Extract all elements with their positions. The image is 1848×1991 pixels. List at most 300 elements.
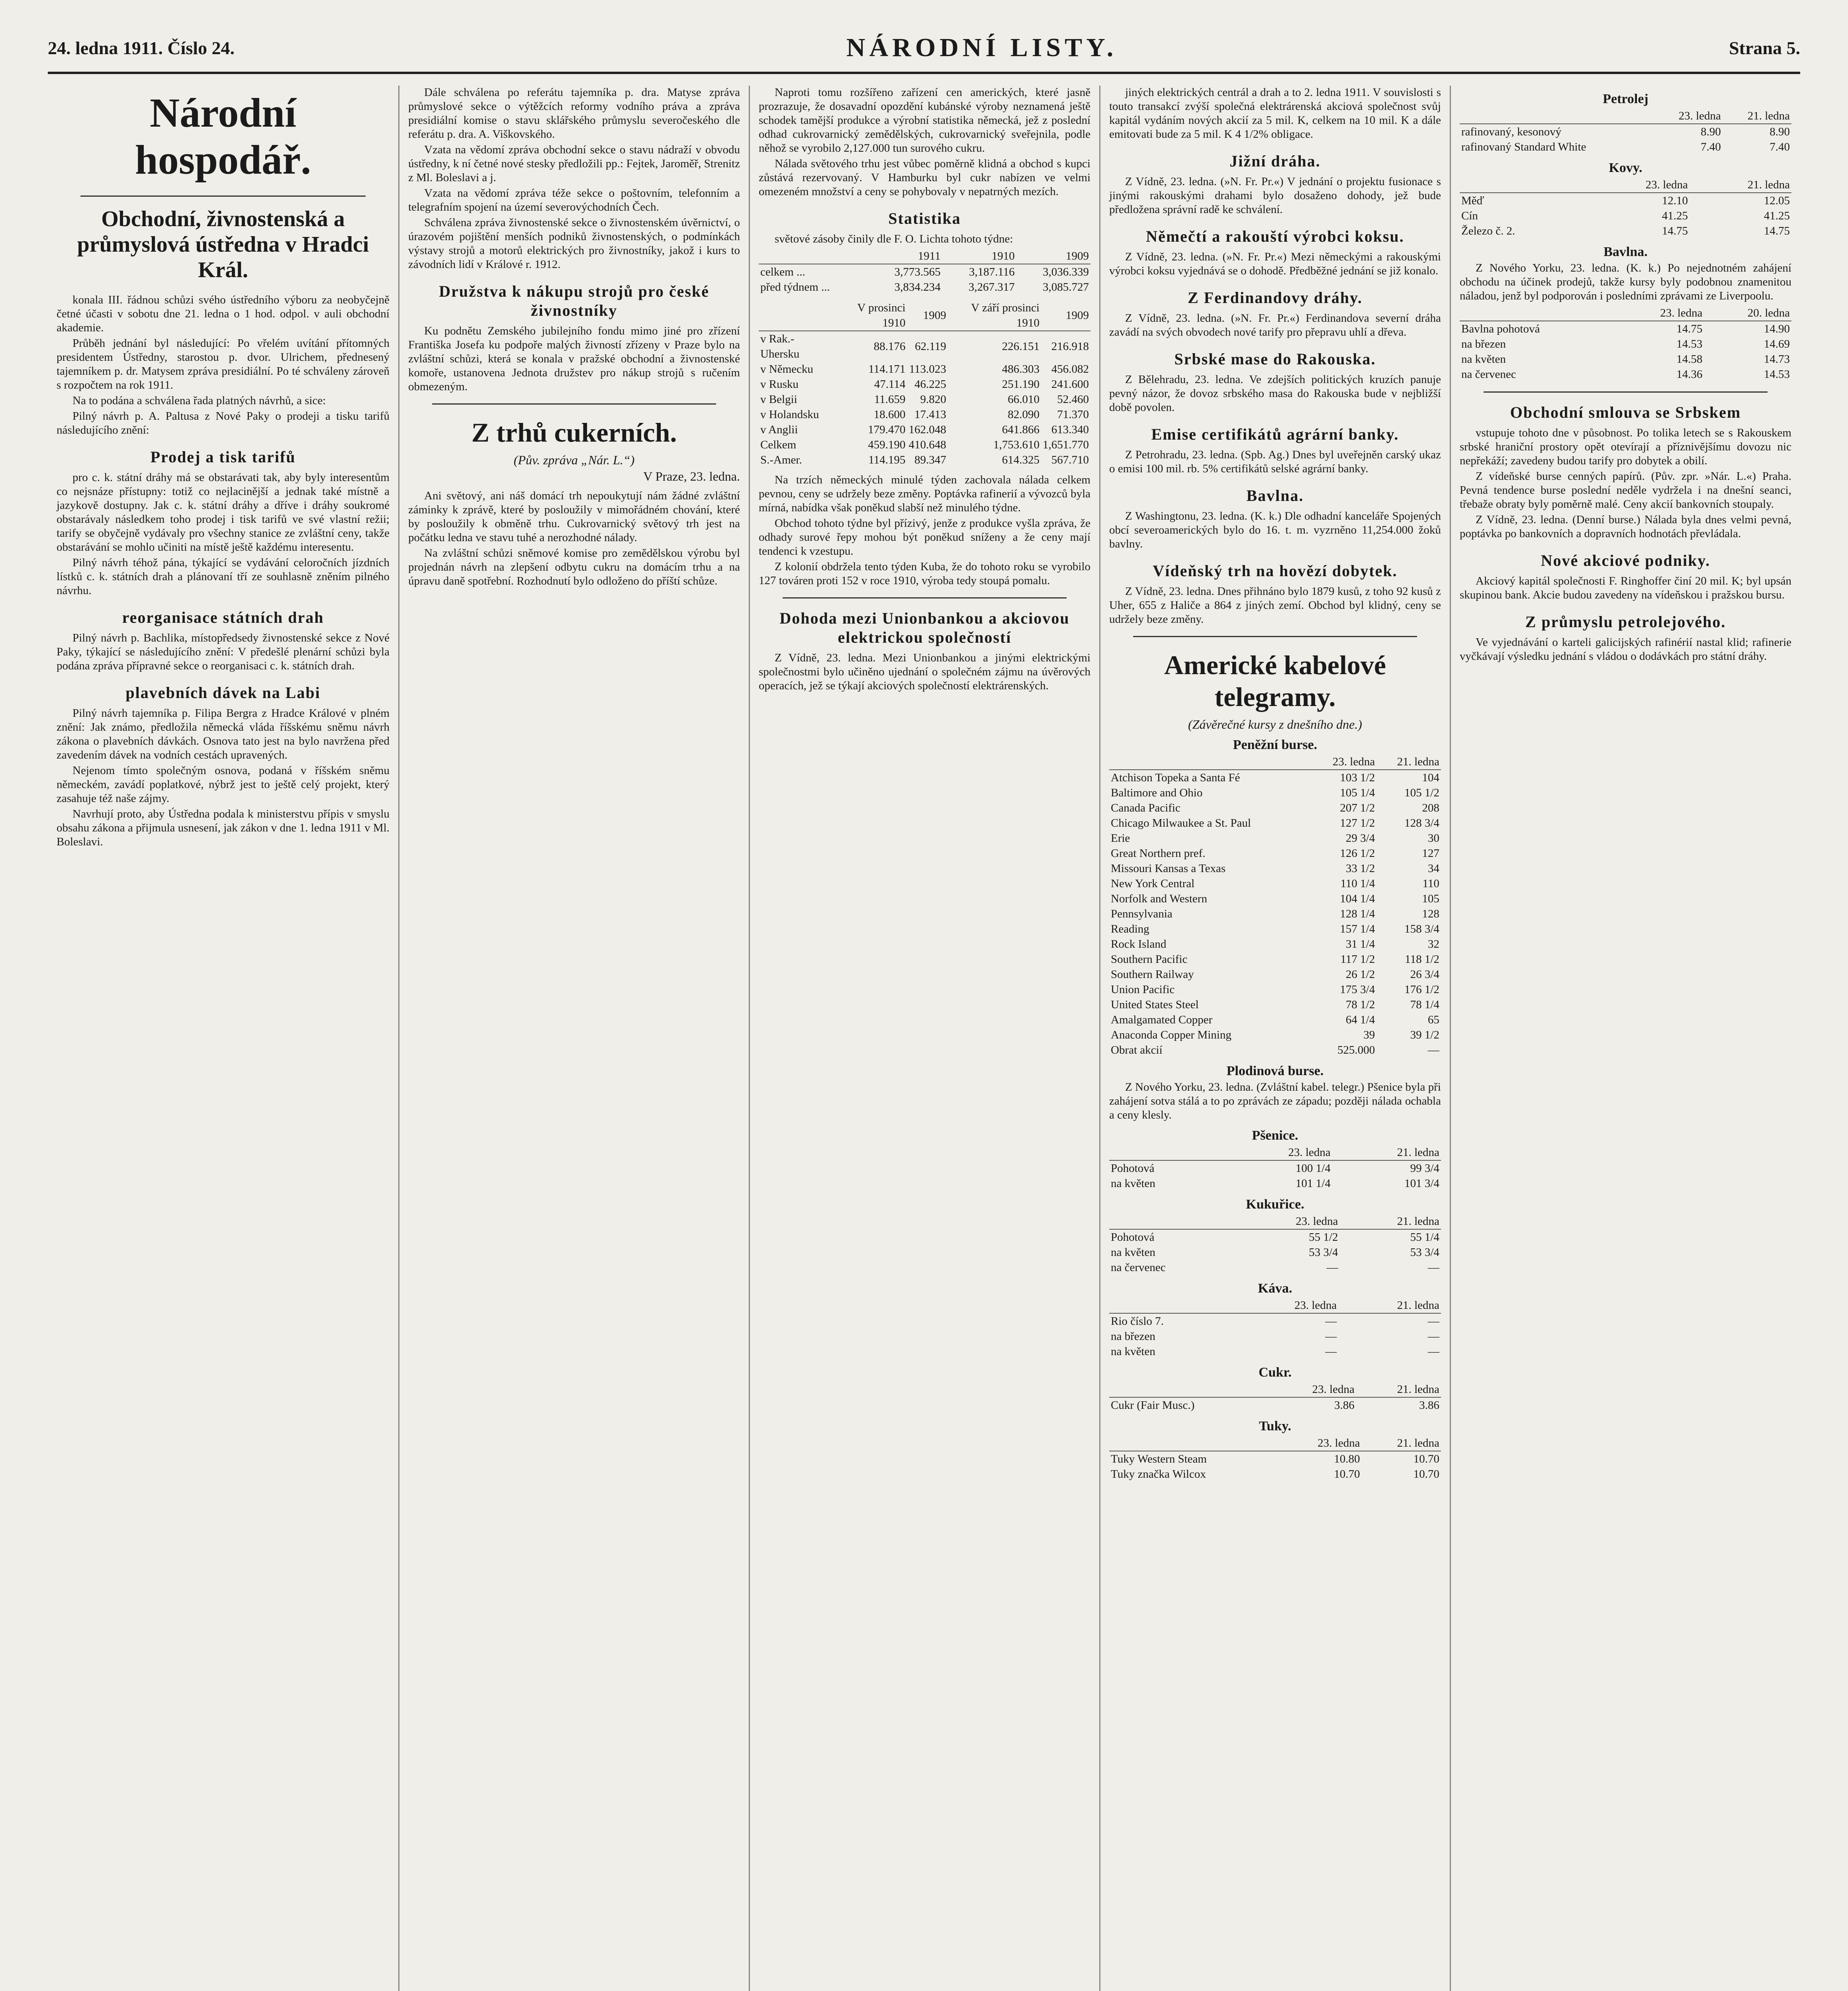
table-cell: 55 1/2: [1309, 1231, 1338, 1244]
table-row: [1460, 321, 1791, 336]
table-cell: 10.70: [1413, 1468, 1439, 1481]
subheading: Nové akciové podniky.: [1541, 552, 1711, 569]
article-paragraph: pro c. k. státní dráhy má se obstarávati tak, aby byly interesentům co nejsnáze přístupny: totiž co nejlacinější a jednak také místně a jazykově dostupny. Jak c. k. státní dráhy a dříve i dráhy soukromé obstarávaly následkem toho prodej i tisk tarifů ve své vlastní režii; tarify se obyčejně vydávaly pro všechny stanice ze zvláštní ceny, takže obstarávání se mohlo učiniti na místě ještě každému interesentu.: [57, 471, 390, 553]
table-row: [1460, 208, 1791, 223]
table-cell: 41.25: [1764, 209, 1790, 222]
table-header-cell: 1911: [868, 248, 942, 264]
table-cell: 117 1/2: [1340, 953, 1375, 966]
article-paragraph: Naproti tomu rozšířeno zařízení cen amerických, které jasně prozrazuje, že dosavadní opozdění kubánské výroby neznamená ještě schodek tamější produkce a výrobní statistika německá, jež z poslední odhad cukrovarnický zemědělských, cukrovarnický sveřejnila, podle něhož se vyrobilo 2,127.000 tun surového cukru.: [759, 86, 1090, 155]
table-header-row: [759, 300, 1090, 331]
table-row: [1109, 1467, 1441, 1482]
table-cell: —: [1428, 1044, 1439, 1056]
subheading: Kovy.: [1609, 160, 1642, 175]
table-header-cell: 23. ledna: [1654, 108, 1723, 124]
table-cell: 89.347: [914, 454, 946, 466]
subheading: Němečtí a rakouští výrobci koksu.: [1146, 227, 1404, 245]
table-cell: Obrat akcií: [1111, 1044, 1163, 1056]
article-paragraph: Z Nového Yorku, 23. ledna. (K. k.) Po nejednotném zahájení obchodu na účinek prodejů, takže kursy byly podobnou znamenitou náladou, jenž byl podporován i posledními zprávami ze Liverpoolu.: [1460, 262, 1791, 302]
table-cell: na červenec: [1461, 368, 1516, 381]
table-cell: 105: [1422, 892, 1439, 905]
section-title: Národní hospodář.: [135, 90, 311, 183]
table-cell: 459.190: [868, 438, 906, 451]
article-paragraph: Na trzích německých minulé týden zachovala nálada celkem pevnou, ceny se udržely beze změny. Poptávka rafinerií a vývozců byla mírná, nabídka však poněkud slabší než minulého týdne.: [759, 473, 1090, 514]
table-header-cell: [759, 248, 868, 264]
table-header-cell: 21. ledna: [1338, 1298, 1441, 1313]
table-row: [1109, 800, 1441, 816]
table-header-cell: [1460, 108, 1654, 124]
table-cell: 12.10: [1662, 194, 1688, 207]
subheading: plavebních dávek na Labi: [125, 684, 321, 702]
table-header-cell: 21. ledna: [1376, 754, 1441, 770]
divider: [80, 196, 366, 197]
divider: [1133, 636, 1417, 637]
table-cell: 114.171: [868, 363, 906, 376]
columns: [48, 86, 1800, 1991]
stock-by-country-table: [759, 300, 1090, 467]
table-cell: 251.190: [1002, 378, 1040, 391]
table-cell: —: [1325, 1315, 1337, 1328]
table-header-cell: 21. ledna: [1689, 177, 1791, 193]
table-cell: Pennsylvania: [1111, 907, 1173, 920]
table-row: [1460, 352, 1791, 367]
subheading: Pšenice.: [1252, 1128, 1298, 1143]
table-header-cell: 20. ledna: [1704, 305, 1791, 321]
table-header-cell: 21. ledna: [1723, 108, 1791, 124]
subheading: Jižní dráha.: [1229, 152, 1321, 170]
table-cell: —: [1325, 1345, 1337, 1358]
table-header-cell: [1109, 1382, 1271, 1397]
table-cell: na červenec: [1111, 1261, 1166, 1274]
subheading: Plodinová burse.: [1226, 1064, 1324, 1078]
table-cell: 567.710: [1051, 454, 1089, 466]
table-cell: 3.86: [1419, 1399, 1439, 1412]
lard-table: [1109, 1436, 1441, 1482]
table-header-row: [1109, 1214, 1441, 1229]
table-cell: 11.659: [874, 393, 906, 406]
table-cell: 3,085.727: [1043, 281, 1089, 293]
article-paragraph: Ani světový, ani náš domácí trh nepoukytují nám žádné zvláštní záminky k zprávě, které by posloužily v mimořádném chování, které by posloužily k obměně trhu. Cukrovarnický světový trh jest na počátku ledna ve stavu tuhé a nerozhodné nálady.: [408, 489, 740, 544]
table-row: [1460, 223, 1791, 239]
table-cell: 456.082: [1051, 363, 1089, 376]
table-cell: 486.303: [1002, 363, 1040, 376]
article-paragraph: světové zásoby činily dle F. O. Lichta tohoto týdne:: [775, 233, 1013, 245]
column-1: [48, 86, 398, 1991]
subheading: Prodej a tisk tarifů: [150, 448, 296, 466]
table-row: [759, 437, 1090, 452]
table-cell: 1,753.610: [993, 438, 1040, 451]
table-row: [759, 422, 1090, 437]
article-paragraph: konala III. řádnou schůzi svého ústředního výboru za neobyčejně četné účasti v sobotu dne 21. ledna o 1 hod. odpol. v auli obchodní akademie.: [57, 293, 390, 334]
table-cell: Cukr (Fair Musc.): [1111, 1399, 1195, 1412]
table-cell: —: [1428, 1315, 1439, 1328]
table-cell: Celkem: [760, 438, 797, 451]
article-paragraph: Ve vyjednávání o karteli galicijských rafinérií nastal klid; rafinerie vyčkávají výsledku jednání s vládou o dodávkách pro státní dráhy.: [1460, 636, 1791, 663]
table-cell: Železo č. 2.: [1461, 225, 1515, 237]
table-cell: 3,773.565: [894, 266, 941, 278]
table-cell: 3,834.234: [894, 281, 941, 293]
table-cell: 71.370: [1057, 408, 1089, 421]
article-title: Obchodní, živnostenská a průmyslová ústředna v Hradci Král.: [77, 207, 369, 282]
page-number: Strana 5.: [1729, 37, 1800, 58]
table-cell: 64 1/4: [1345, 1013, 1375, 1026]
table-cell: 82.090: [1008, 408, 1040, 421]
table-row: [1109, 1344, 1441, 1359]
divider: [783, 597, 1067, 598]
table-header-cell: 23. ledna: [1238, 1214, 1339, 1229]
table-cell: 179.470: [868, 423, 906, 436]
table-cell: 614.325: [1002, 454, 1040, 466]
table-cell: 12.05: [1764, 194, 1790, 207]
table-cell: Union Pacific: [1111, 983, 1175, 996]
table-cell: 226.151: [1002, 340, 1040, 353]
table-row: [1109, 1027, 1441, 1042]
table-cell: 14.90: [1764, 323, 1790, 335]
table-row: [759, 377, 1090, 392]
table-cell: v Anglii: [760, 423, 798, 436]
table-cell: 105 1/2: [1404, 786, 1439, 799]
table-row: [759, 362, 1090, 377]
article-paragraph: Vzata na vědomí zpráva obchodní sekce o stavu nádraží v obvodu ústředny, k ní četné nové stesky předložili pp.: Fejtek, Jaroměř, Strenitz z Ml. Boleslavi a j.: [408, 143, 740, 184]
subheading: Srbské mase do Rakouska.: [1174, 350, 1376, 368]
table-cell: 46.225: [914, 378, 946, 391]
subheading: Tuky.: [1259, 1419, 1291, 1434]
article-paragraph: Pilný návrh p. A. Paltusa z Nové Paky o prodeji a tisku tarifů následujícího znění:: [57, 410, 390, 436]
table-row: [1109, 937, 1441, 952]
table-cell: na květen: [1111, 1177, 1155, 1190]
table-cell: 241.600: [1051, 378, 1089, 391]
article-paragraph: Z Vídně, 23. ledna. Mezi Unionbankou a jinými elektrickými společnostmi bylo učiněno ujednání o společném zájmu na úvěrových operacích, jež se týkají akciových společností elektrárenských.: [759, 651, 1090, 692]
table-cell: 3,267.317: [968, 281, 1015, 293]
table-cell: 8.90: [1770, 125, 1790, 138]
table-cell: Atchison Topeka a Santa Fé: [1111, 771, 1240, 784]
table-cell: Tuky Western Steam: [1111, 1453, 1207, 1465]
table-header-row: [1109, 1298, 1441, 1313]
coffee-table: [1109, 1298, 1441, 1359]
article-paragraph: Průběh jednání byl následující: Po vřelém uvítání přítomných presidentem Ústředny, starostou p. dvor. Ulrichem, přednesený tajemníkem p. dr. Matysem zpráva presidiální. Po té schváleny zároveň s rozpočtem na rok 1911.: [57, 337, 390, 391]
subheading: Bavlna.: [1246, 487, 1304, 505]
article-paragraph: Na zvláštní schůzi sněmové komise pro zemědělskou výrobu byl projednán návrh na zlepšení odbytu cukru na domácím trhu a na úpravu daně spotřební. Rozhodnutí bylo odloženo do příští schůze.: [408, 547, 740, 587]
table-cell: v Belgii: [760, 393, 797, 406]
table-cell: —: [1428, 1330, 1439, 1343]
article-paragraph: Z Vídně, 23. ledna. (»N. Fr. Pr.«) V jednání o projektu fusionace s jinými rakouskými drahami bylo dosaženo dohody, jež bude předložena správní radě ke schválení.: [1109, 175, 1441, 216]
table-header-cell: 23. ledna: [1236, 1298, 1339, 1313]
table-header-cell: 21. ledna: [1356, 1382, 1441, 1397]
subheading: Káva.: [1258, 1281, 1292, 1296]
table-header-row: [1460, 108, 1791, 124]
table-cell: Norfolk and Western: [1111, 892, 1207, 905]
table-cell: New York Central: [1111, 877, 1195, 890]
table-header-row: [1460, 177, 1791, 193]
subheading: Kukuřice.: [1246, 1197, 1304, 1212]
table-header-cell: 1910: [942, 248, 1016, 264]
subheading: Statistika: [888, 209, 961, 227]
article-paragraph: Z kolonií obdržela tento týden Kuba, že do tohoto roku se vyrobilo 127 továren proti 152 v roce 1910, výroba tedy stoupá pomalu.: [759, 560, 1090, 587]
table-cell: 126 1/2: [1340, 847, 1375, 860]
table-row: [1109, 831, 1441, 846]
table-cell: 128 1/4: [1340, 907, 1375, 920]
table-cell: 10.70: [1334, 1468, 1360, 1481]
subheading: Dohoda mezi Unionbankou a akciovou elektrickou společností: [779, 609, 1070, 646]
table-cell: 66.010: [1008, 393, 1040, 406]
subheading: Petrolej: [1603, 92, 1648, 106]
table-row: [1109, 1176, 1441, 1191]
issue-date: 24. ledna 1911. Číslo 24.: [48, 37, 235, 58]
table-cell: 62.119: [915, 340, 946, 353]
table-cell: —: [1326, 1261, 1338, 1274]
table-cell: 53 3/4: [1410, 1246, 1439, 1259]
table-header-row: [759, 248, 1090, 264]
table-cell: 7.40: [1701, 141, 1721, 153]
article-paragraph: Dále schválena po referátu tajemníka p. dra. Matyse zpráva průmyslové sekce o výtěžcích reformy vodního práva a zpráva presidiální komise o stavu sklářského průmyslu severočeského dle referátu p. dra. A. Viškovského.: [408, 86, 740, 141]
table-header-row: [1109, 1382, 1441, 1397]
table-cell: 18.600: [873, 408, 906, 421]
table-cell: na květen: [1111, 1246, 1155, 1259]
table-cell: S.-Amer.: [760, 454, 802, 466]
table-cell: 14.73: [1764, 353, 1790, 366]
stock-total-table: [759, 248, 1090, 295]
column-2: [398, 86, 749, 1991]
table-cell: Cín: [1461, 209, 1478, 222]
divider: [1484, 391, 1768, 393]
table-cell: 158 3/4: [1404, 923, 1439, 935]
table-cell: Anaconda Copper Mining: [1111, 1029, 1231, 1041]
table-cell: —: [1428, 1261, 1439, 1274]
sugar-table: [1109, 1382, 1441, 1413]
table-cell: 104 1/4: [1340, 892, 1375, 905]
table-row: [1109, 1260, 1441, 1275]
table-header-row: [1109, 1145, 1441, 1160]
table-row: [1109, 952, 1441, 967]
table-cell: 55 1/4: [1410, 1231, 1439, 1244]
table-header-cell: 1909: [1016, 248, 1090, 264]
table-row: [1109, 1451, 1441, 1467]
table-row: [759, 264, 1090, 280]
table-cell: 641.866: [1002, 423, 1040, 436]
table-row: [1109, 891, 1441, 906]
table-cell: 101 1/4: [1295, 1177, 1331, 1190]
table-header-cell: 23. ledna: [1312, 754, 1376, 770]
article-title: Z trhů cukerních.: [471, 417, 677, 448]
table-cell: 127 1/2: [1340, 817, 1375, 829]
table-cell: 216.918: [1051, 340, 1089, 353]
table-cell: 32: [1428, 938, 1439, 951]
article-paragraph: Z vídeňské burse cenných papírů. (Pův. zpr. »Nár. L.«) Praha. Pevná tendence burse poslední neděle vydržela i na dnešní seanci, třebaže obraty byly poměrně malé. Ceny akcií bankovních stoupaly.: [1460, 470, 1791, 510]
table-header-cell: [1109, 1214, 1238, 1229]
table-cell: 110 1/4: [1340, 877, 1375, 890]
table-row: [759, 392, 1090, 407]
table-header-cell: 23. ledna: [1617, 305, 1704, 321]
subheading: Obchodní smlouva se Srbskem: [1510, 403, 1741, 421]
article-paragraph: Schválena zpráva živnostenské sekce o živnostenském úvěrnictví, o úrazovém pojištění menších podniků živnostenských, o podmínkách výstavy strojů a motorů elektrických pro živnostníky, jakož i kurs to závodních lidí v Králové r. 1912.: [408, 216, 740, 271]
table-row: [1109, 1329, 1441, 1344]
table-cell: 3,036.339: [1043, 266, 1089, 278]
table-cell: v Rusku: [760, 378, 799, 391]
table-cell: 113.023: [909, 363, 946, 376]
table-cell: 29 3/4: [1345, 832, 1375, 845]
table-cell: rafinovaný, kesonový: [1461, 125, 1562, 138]
table-cell: Great Northern pref.: [1111, 847, 1206, 860]
table-cell: 10.80: [1334, 1453, 1360, 1465]
table-cell: 53 3/4: [1309, 1246, 1338, 1259]
table-cell: Missouri Kansas a Texas: [1111, 862, 1226, 875]
table-header-cell: V září prosinci 1910: [948, 300, 1041, 331]
table-cell: 17.413: [914, 408, 946, 421]
table-cell: 39: [1363, 1029, 1375, 1041]
table-row: [759, 452, 1090, 467]
table-cell: 128: [1422, 907, 1439, 920]
table-cell: celkem ...: [760, 266, 805, 278]
table-row: [1109, 1313, 1441, 1329]
subheading: Bavlna.: [1603, 244, 1648, 259]
table-cell: —: [1428, 1345, 1439, 1358]
dateline: V Praze, 23. ledna.: [643, 469, 740, 483]
stock-quotes-table: [1109, 754, 1441, 1058]
corn-table: [1109, 1214, 1441, 1275]
table-cell: Rock Island: [1111, 938, 1167, 951]
table-row: [1109, 846, 1441, 861]
table-cell: 78 1/4: [1410, 998, 1439, 1011]
subheading: Cukr.: [1259, 1365, 1292, 1380]
table-row: [1109, 1397, 1441, 1413]
table-cell: 88.176: [873, 340, 906, 353]
table-cell: 78 1/2: [1345, 998, 1375, 1011]
article-paragraph: Z Vídně, 23. ledna. (»N. Fr. Pr.«) Mezi německými a rakouskými výrobci koksu vyjednává se o dohodě. Předběžné jednání se již konalo.: [1109, 250, 1441, 277]
cotton-table: [1460, 305, 1791, 382]
article-paragraph: Z Vídně, 23. ledna. (»N. Fr. Pr.«) Ferdinandova severní dráha zavádí na svých obvodech nové tarify pro přepravu uhlí a dřeva.: [1109, 312, 1441, 338]
table-header-cell: 21. ledna: [1340, 1214, 1441, 1229]
article-paragraph: Z Vídně, 23. ledna. Dnes přihnáno bylo 1879 kusů, z toho 92 kusů z Uher, 655 z Haliče a 864 z jiných zemí. Obchod byl klidný, ceny se udržely beze změny.: [1109, 585, 1441, 626]
table-row: [1460, 139, 1791, 155]
table-row: [1109, 816, 1441, 831]
table-cell: 14.36: [1676, 368, 1703, 381]
table-row: [1460, 367, 1791, 382]
table-cell: 99 3/4: [1410, 1162, 1439, 1175]
table-header-cell: [1109, 1145, 1224, 1160]
table-cell: 613.340: [1051, 423, 1089, 436]
article-paragraph: Z Washingtonu, 23. ledna. (K. k.) Dle odhadní kanceláře Spojených obcí severoamerických bylo do 16. t. m. vyzrněno 11,254.000 žoků bavlny.: [1109, 510, 1441, 550]
article-paragraph: Ku podnětu Zemského jubilejního fondu mimo jiné pro zřízení Františka Josefa ku podpoře malých živností zřízeny v Praze bylo na zvláštní schůzi, která se konala v pražské obchodní a živnostenské komoře, ustanovena Jednota družstev pro nákup strojů s ručením obmezeným.: [408, 325, 740, 393]
article-source: (Závěrečné kursy z dnešního dne.): [1188, 717, 1362, 731]
subheading: Z průmyslu petrolejového.: [1525, 613, 1726, 631]
table-cell: 1,651.770: [1043, 438, 1089, 451]
page-header: [48, 24, 1800, 74]
table-header-row: [1460, 305, 1791, 321]
table-cell: 128 3/4: [1404, 817, 1439, 829]
table-cell: 52.460: [1057, 393, 1089, 406]
table-cell: Bavlna pohotová: [1461, 323, 1540, 335]
table-cell: Southern Pacific: [1111, 953, 1188, 966]
table-cell: 30: [1428, 832, 1439, 845]
table-header-cell: 23. ledna: [1224, 1145, 1332, 1160]
table-cell: 101 3/4: [1404, 1177, 1439, 1190]
table-cell: 114.195: [868, 454, 906, 466]
table-row: [1109, 876, 1441, 891]
table-header-cell: 1909: [1041, 300, 1090, 331]
newspaper-title: NÁRODNÍ LISTY.: [846, 33, 1118, 62]
table-row: [759, 280, 1090, 295]
table-cell: 157 1/4: [1340, 923, 1375, 935]
table-cell: 14.75: [1662, 225, 1688, 237]
table-cell: 10.70: [1413, 1453, 1439, 1465]
table-header-cell: [759, 300, 833, 331]
table-header-cell: [1460, 177, 1588, 193]
subheading: Vídeňský trh na hovězí dobytek.: [1153, 562, 1398, 580]
table-header-cell: 23. ledna: [1282, 1436, 1361, 1451]
article-paragraph: Obchod tohoto týdne byl přízivý, jenže z produkce vyšla zpráva, že odhady surové řepy mohou být poněkud sníženy a že ceny mají tendenci k vzestupu.: [759, 517, 1090, 557]
table-cell: Erie: [1111, 832, 1130, 845]
article-paragraph: Nejenom tímto společným osnova, podaná v říšském sněmu německém, zavádí poplatkové, nýbrž jest to ještě celý projekt, který zasahuje též naše zájmy.: [57, 764, 390, 805]
table-cell: Amalgamated Copper: [1111, 1013, 1213, 1026]
subheading: Emise certifikátů agrární banky.: [1151, 425, 1399, 443]
table-cell: 41.25: [1662, 209, 1688, 222]
subheading: reorganisace státních drah: [122, 608, 324, 626]
column-4: [1099, 86, 1450, 1991]
table-cell: Tuky značka Wilcox: [1111, 1468, 1206, 1481]
table-cell: 3,187.116: [969, 266, 1015, 278]
table-cell: 207 1/2: [1340, 802, 1375, 814]
table-row: [1109, 861, 1441, 876]
table-header-cell: [1109, 1436, 1282, 1451]
table-cell: 9.820: [920, 393, 946, 406]
wheat-table: [1109, 1145, 1441, 1191]
table-row: [1109, 1012, 1441, 1027]
table-cell: 104: [1422, 771, 1439, 784]
table-cell: 39 1/2: [1410, 1029, 1439, 1041]
table-cell: 208: [1422, 802, 1439, 814]
metals-table: [1460, 177, 1791, 239]
article-paragraph: Z Vídně, 23. ledna. (Denní burse.) Nálada byla dnes velmi pevná, poptávka po bankovních a dopravních hodnotách převládala.: [1460, 513, 1791, 540]
table-cell: 176 1/2: [1404, 983, 1439, 996]
article-paragraph: jiných elektrických centrál a drah a to 2. ledna 1911. V souvislosti s touto transakcí zvýší společná elektrárenská akciová společnost svůj kapitál vydáním nových akcií za 5 mil. K, celkem na 10 mil. K a dále emitovati bude za 5 mil. K 4 1/2% obligace.: [1109, 86, 1441, 141]
table-cell: Rio číslo 7.: [1111, 1315, 1164, 1328]
table-cell: Southern Railway: [1111, 968, 1194, 981]
table-cell: v Rak.-Uhersku: [760, 332, 800, 360]
table-row: [1109, 1042, 1441, 1058]
table-cell: 26 3/4: [1410, 968, 1439, 981]
table-cell: 8.90: [1701, 125, 1721, 138]
table-row: [1460, 193, 1791, 208]
table-cell: 14.53: [1676, 338, 1703, 350]
table-cell: Chicago Milwaukee a St. Paul: [1111, 817, 1251, 829]
article-paragraph: Pilný návrh p. Bachlika, místopředsedy živnostenské sekce z Nové Paky, týkající se následujícího znění: V předešlé plenární schůzi byla podána zpráva přípravné sekce o reorganisaci c. k. státních drah.: [57, 632, 390, 672]
table-header-row: [1109, 1436, 1441, 1451]
table-cell: Pohotová: [1111, 1162, 1155, 1175]
subheading: Družstva k nákupu strojů pro české živnostníky: [439, 282, 709, 319]
table-cell: na květen: [1461, 353, 1506, 366]
table-cell: 100 1/4: [1295, 1162, 1331, 1175]
article-paragraph: Nálada světového trhu jest vůbec poměrně klidná a obchod s kupci zůstává rezervovaný. V Hamburku byl cukr nabízen ve velmi omezeném množství a ceny se pohybovaly v nepatrných mezích.: [759, 157, 1090, 198]
table-cell: Pohotová: [1111, 1231, 1155, 1244]
article-source: (Pův. zpráva „Nár. L.“): [513, 453, 635, 467]
table-header-cell: [1109, 1298, 1236, 1313]
table-cell: před týdnem ...: [760, 281, 830, 293]
article-paragraph: Pilný návrh tajemníka p. Filipa Bergra z Hradce Králové v plném znění: Jak známo, předložila německá vláda říšskému sněmu návrh zákona o plavebních dávkách. Osnova tato jest na bylo navržena před zavedením dávek na vodních cestách upravených.: [57, 707, 390, 761]
table-cell: 14.53: [1764, 368, 1790, 381]
table-header-cell: [1109, 754, 1312, 770]
article-paragraph: vstupuje tohoto dne v působnost. Po tolika letech se s Rakouskem srbské hraniční prostory opět otevírají a příznivějšímu dovozu nic nepřekáží; zavedeny budou tarify pro dobytek a obilí.: [1460, 426, 1791, 467]
table-cell: 103 1/2: [1340, 771, 1375, 784]
table-row: [1109, 1245, 1441, 1260]
table-header-cell: 23. ledna: [1271, 1382, 1356, 1397]
table-cell: 175 3/4: [1340, 983, 1375, 996]
table-row: [1460, 124, 1791, 139]
article-paragraph: Navrhují proto, aby Ústředna podala k ministerstvu přípis v smyslu obsahu zákona a přijmula usnesení, jak zákon v dne 1. ledna 1911 v Ml. Boleslavi.: [57, 808, 390, 848]
table-cell: 118 1/2: [1405, 953, 1439, 966]
table-row: [1109, 1229, 1441, 1245]
article-paragraph: Z Bělehradu, 23. ledna. Ve zdejších politických kruzích panuje pevný názor, že dovoz srbského masa do Rakouska bude v nejbližší době povolen.: [1109, 373, 1441, 414]
article-paragraph: Vzata na vědomí zpráva téže sekce o poštovním, telefonním a telegrafním spojení na území severovýchodních Čech.: [408, 187, 740, 213]
table-header-row: [1109, 754, 1441, 770]
